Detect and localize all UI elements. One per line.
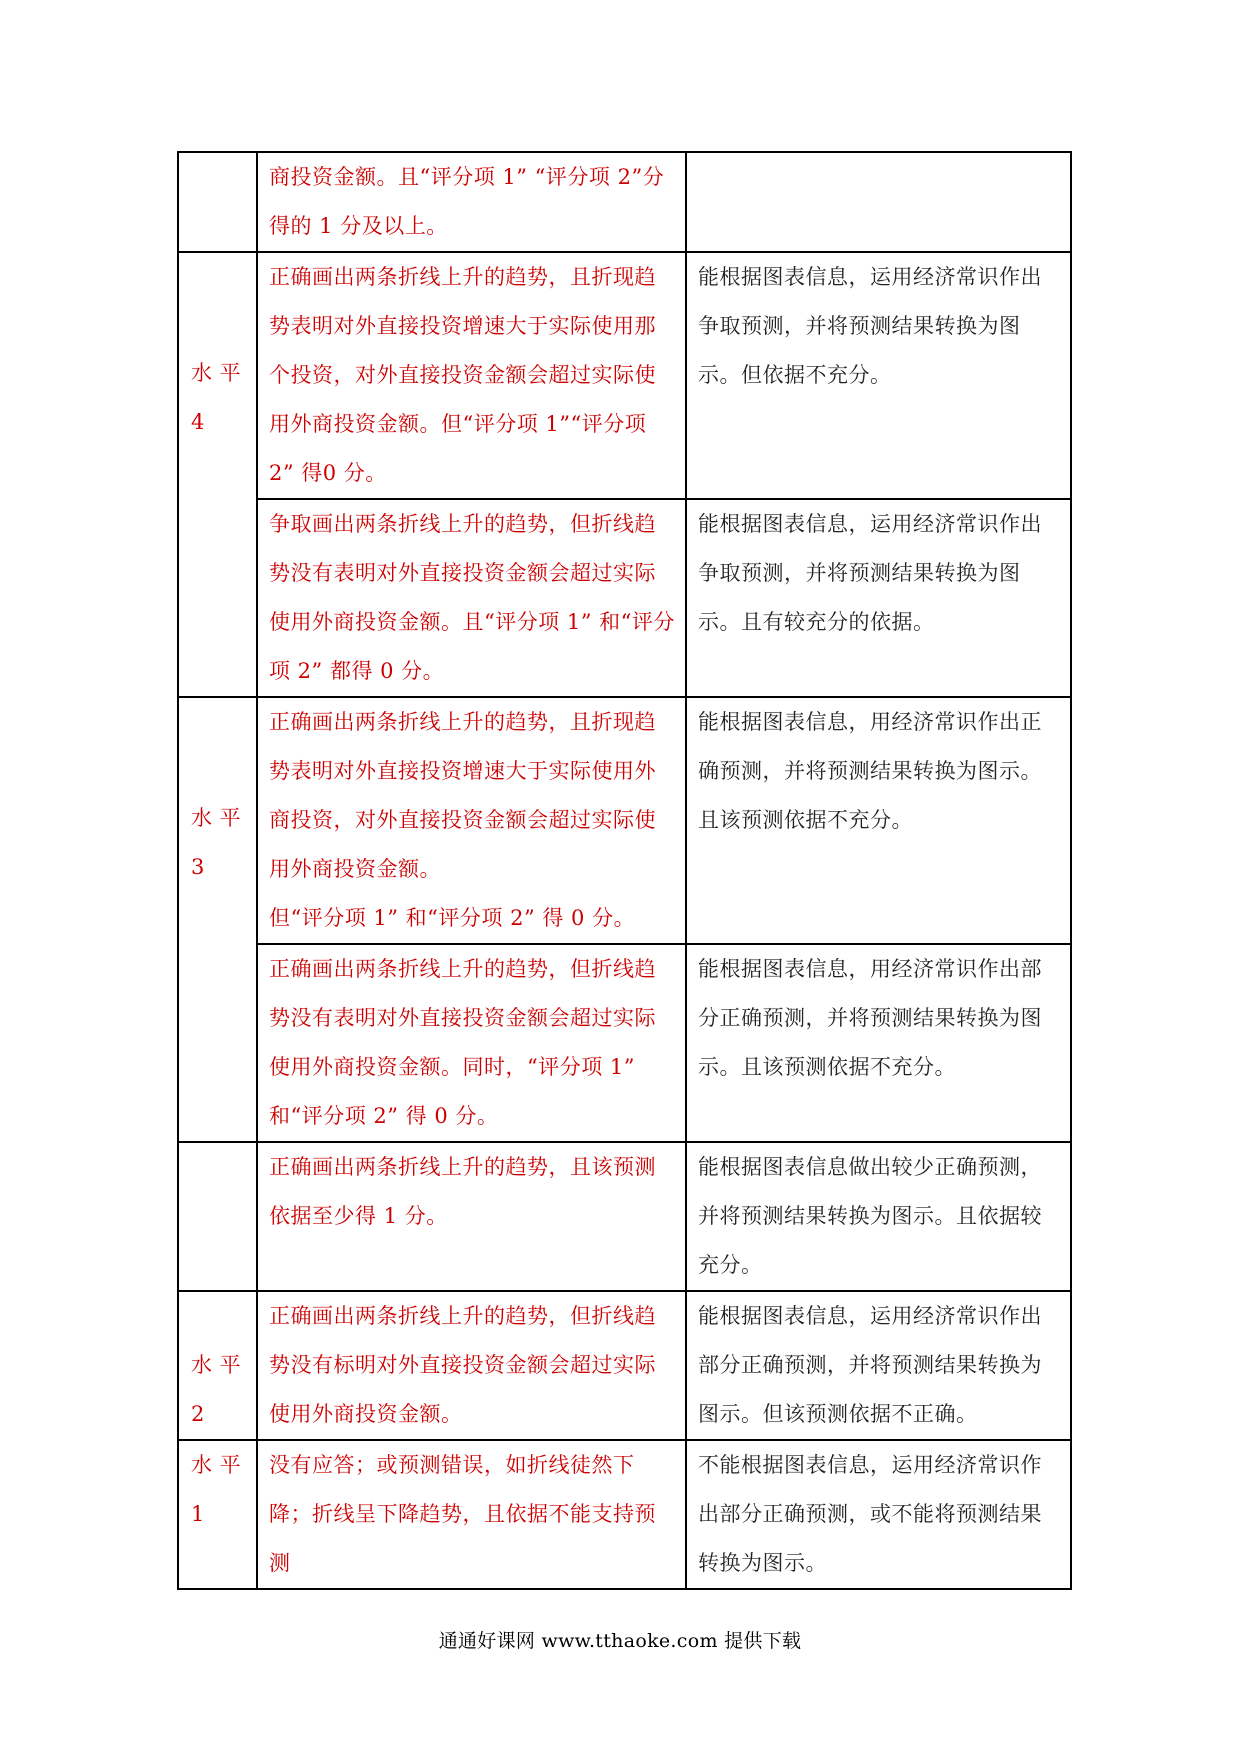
footer-text: 通通好课网 www.tthaoke.com 提供下载 xyxy=(438,1630,802,1652)
description-cell: 没有应答；或预测错误，如折线徒然下降；折线呈下降趋势，且依据不能支持预测 xyxy=(257,1440,686,1589)
competency-cell: 能根据图表信息，用经济常识作出正确预测，并将预测结果转换为图示。且该预测依据不充分。 xyxy=(686,697,1071,944)
description-cell: 正确画出两条折线上升的趋势，且该预测依据至少得 1 分。 xyxy=(257,1142,686,1291)
description-note: 但“评分项 1” 和“评分项 2” 得 0 分。 xyxy=(269,906,636,930)
level-cell: 水 平 4 xyxy=(178,252,257,697)
description-cell: 商投资金额。且“评分项 1” “评分项 2”分得的 1 分及以上。 xyxy=(257,152,686,252)
competency-cell: 能根据图表信息，运用经济常识作出争取预测，并将预测结果转换为图示。且有较充分的依据。 xyxy=(686,499,1071,697)
table-row xyxy=(178,1291,1071,1440)
table-row xyxy=(178,1440,1071,1589)
table-row xyxy=(178,152,1071,252)
level-cell xyxy=(178,1142,257,1291)
table-row xyxy=(178,944,1071,1142)
description-cell: 正确画出两条折线上升的趋势，且折现趋势表明对外直接投资增速大于实际使用那个投资，对外直接投资金额会超过实际使用外商投资金额。但“评分项 1”“评分项 2” 得0 分。 xyxy=(257,252,686,499)
competency-cell: 能根据图表信息，运用经济常识作出争取预测，并将预测结果转换为图示。但依据不充分。 xyxy=(686,252,1071,499)
level-cell: 水 平 3 xyxy=(178,697,257,1142)
competency-cell: 能根据图表信息，用经济常识作出部分正确预测，并将预测结果转换为图示。且该预测依据不充分。 xyxy=(686,944,1071,1142)
level-cell: 水 平 1 xyxy=(178,1440,257,1589)
description-cell: 正确画出两条折线上升的趋势，但折线趋势没有表明对外直接投资金额会超过实际使用外商投资金额。同时，“评分项 1” 和“评分项 2” 得 0 分。 xyxy=(257,944,686,1142)
competency-cell: 能根据图表信息做出较少正确预测，并将预测结果转换为图示。且依据较充分。 xyxy=(686,1142,1071,1291)
competency-cell: 能根据图表信息，运用经济常识作出部分正确预测，并将预测结果转换为图示。但该预测依据不正确。 xyxy=(686,1291,1071,1440)
competency-cell: 不能根据图表信息，运用经济常识作出部分正确预测，或不能将预测结果转换为图示。 xyxy=(686,1440,1071,1589)
table-row xyxy=(178,499,1071,697)
description-text: 正确画出两条折线上升的趋势，且折现趋势表明对外直接投资增速大于实际使用外商投资，对外直接投资金额会超过实际使用外商投资金额。 xyxy=(269,710,656,881)
rubric-table xyxy=(177,151,1072,1590)
level-cell: 水 平 2 xyxy=(178,1291,257,1440)
description-cell: 争取画出两条折线上升的趋势，但折线趋势没有表明对外直接投资金额会超过实际使用外商投资金额。且“评分项 1” 和“评分项 2” 都得 0 分。 xyxy=(257,499,686,697)
table-row xyxy=(178,1142,1071,1291)
description-cell xyxy=(257,697,686,944)
description-cell: 正确画出两条折线上升的趋势，但折线趋势没有标明对外直接投资金额会超过实际使用外商投资金额。 xyxy=(257,1291,686,1440)
table-row xyxy=(178,252,1071,499)
table-row xyxy=(178,697,1071,944)
level-cell xyxy=(178,152,257,252)
competency-cell xyxy=(686,152,1071,252)
